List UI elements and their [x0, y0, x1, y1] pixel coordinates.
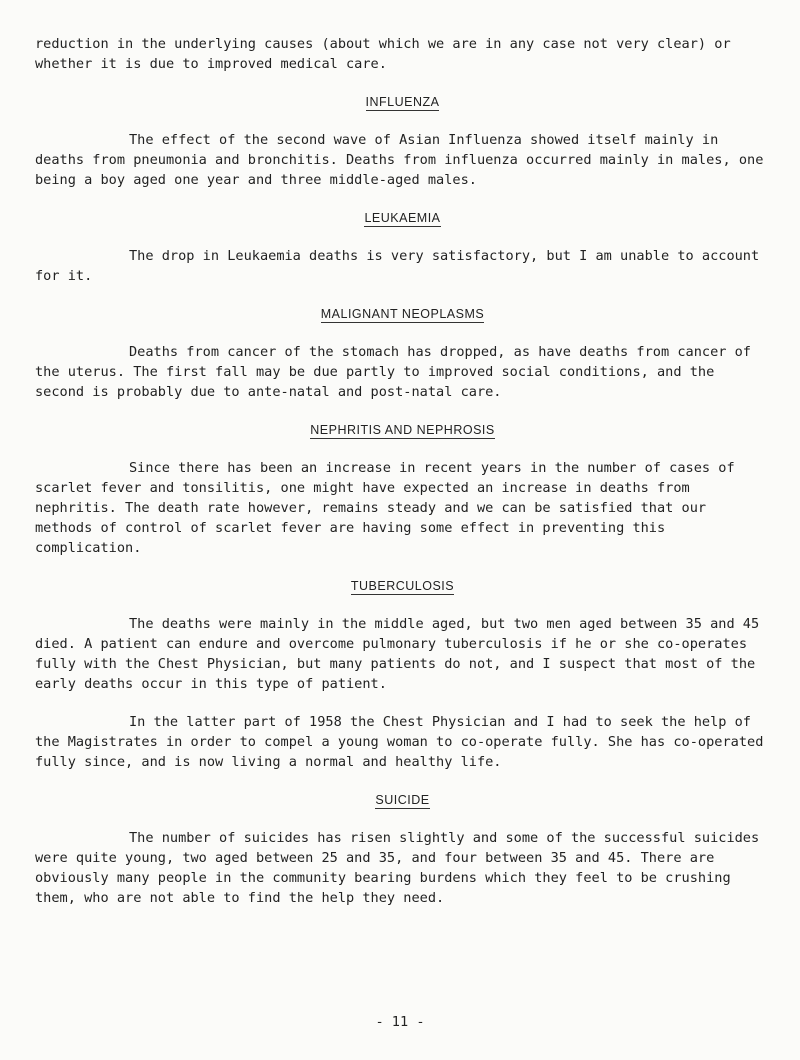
- section-heading-malignant-neoplasms: MALIGNANT NEOPLASMS: [320, 307, 485, 321]
- leukaemia-paragraph: The drop in Leukaemia deaths is very satisfactory, but I am unable to account for it.: [35, 248, 768, 284]
- influenza-paragraph: The effect of the second wave of Asian Influenza showed itself mainly in deaths from pneumonia and bronchitis. Deaths from influenza occurred mainly in males, one being a boy aged one year and three middle-aged males.: [35, 132, 772, 188]
- section-heading-nephritis: NEPHRITIS AND NEPHROSIS: [310, 423, 495, 437]
- section-heading-leukaemia: LEUKAEMIA: [364, 211, 441, 225]
- tuberculosis-paragraph-2: In the latter part of 1958 the Chest Physician and I had to seek the help of the Magistrates in order to compel a young woman to co-operate fully. She has co-operated fully since, and is now living a normal and healthy life.: [35, 714, 772, 770]
- document-page: [35, 34, 770, 908]
- nephritis-paragraph: Since there has been an increase in recent years in the number of cases of scarlet fever and tonsilitis, one might have expected an increase in deaths from nephritis. The death rate however, remains steady and we can be satisfied that our methods of control of scarlet fever are having some effect in preventing this complication.: [35, 460, 743, 556]
- tuberculosis-paragraph-1: The deaths were mainly in the middle aged, but two men aged between 35 and 45 died. A patient can endure and overcome pulmonary tuberculosis if he or she co-operates fully with the Chest Physician, but many patients do not, and I suspect that most of the early deaths occur in this type of patient.: [35, 616, 768, 692]
- section-heading-influenza: INFLUENZA: [365, 95, 440, 109]
- page-number: - 11 -: [375, 1014, 425, 1030]
- section-heading-suicide: SUICIDE: [375, 793, 430, 807]
- intro-paragraph: reduction in the underlying causes (about which we are in any case not very clear) or whether it is due to improved medical care.: [35, 36, 739, 72]
- malignant-neoplasms-paragraph: Deaths from cancer of the stomach has dropped, as have deaths from cancer of the uterus. The first fall may be due partly to improved social conditions, and the second is probably due to ante-natal and post-natal care.: [35, 344, 760, 400]
- section-heading-tuberculosis: TUBERCULOSIS: [350, 579, 455, 593]
- suicide-paragraph: The number of suicides has risen slightly and some of the successful suicides were quite young, two aged between 25 and 35, and four between 35 and 45. There are obviously many people in the community bearing burdens which they feel to be crushing them, who are not able to find the help they need.: [35, 830, 768, 906]
